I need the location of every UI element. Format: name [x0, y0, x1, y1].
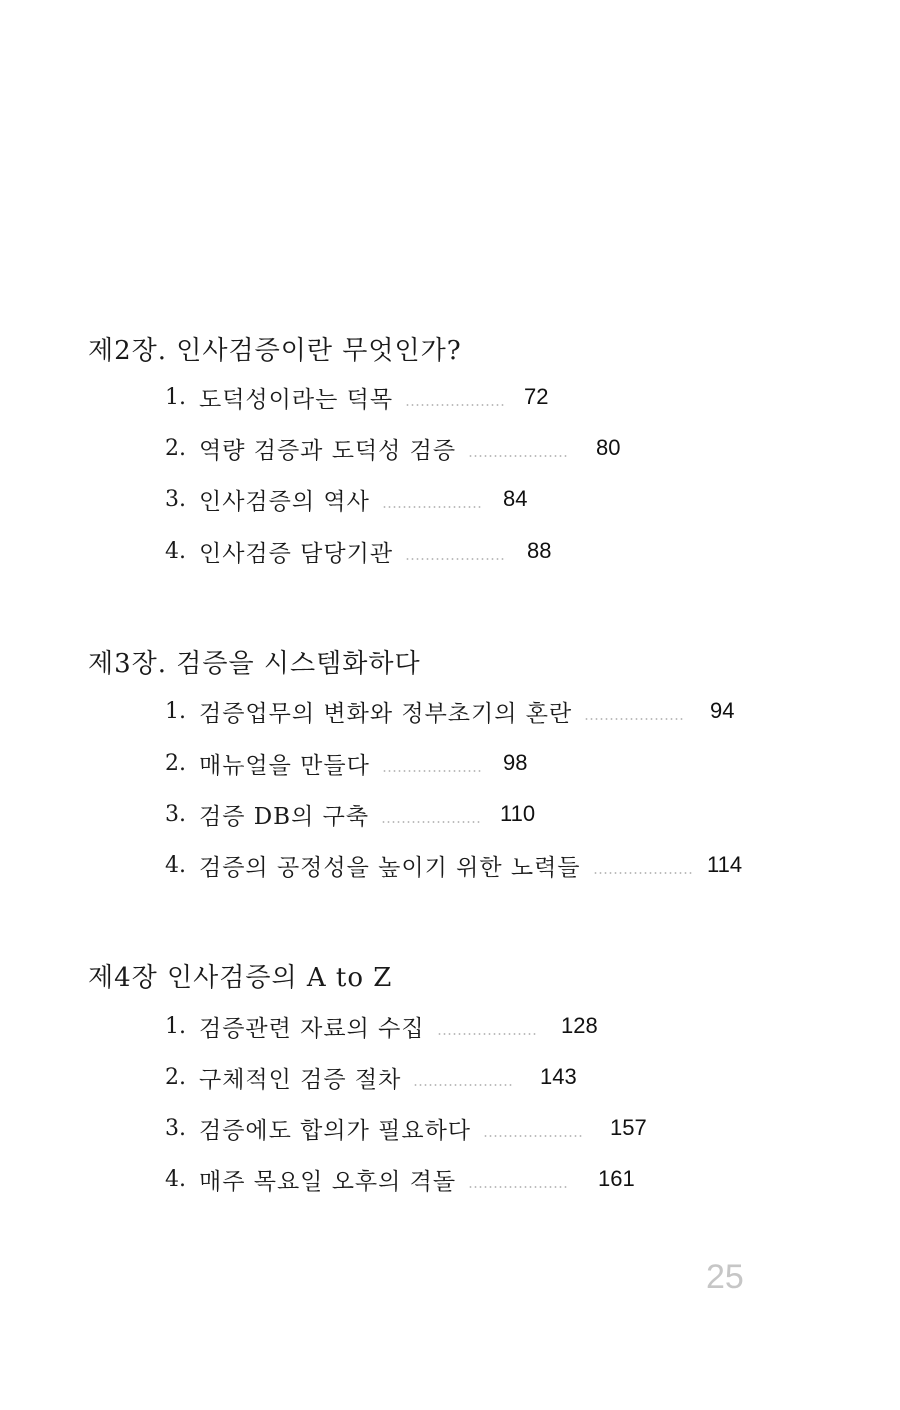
entry-page-number: 110 — [500, 801, 536, 826]
entry-page-number: 88 — [527, 538, 552, 563]
entry-number: 4. — [165, 1166, 186, 1192]
entry-number: 3. — [165, 801, 186, 827]
dot-leader — [584, 718, 684, 720]
dot-leader — [405, 558, 505, 560]
entry-number: 2. — [165, 750, 186, 776]
dot-leader — [382, 506, 482, 508]
toc-entry[interactable] — [165, 748, 482, 778]
dot-leader — [468, 1186, 568, 1188]
chapter-4-heading: 제4장 인사검증의 A to Z — [88, 963, 393, 993]
entry-page-number: 94 — [710, 698, 735, 723]
entry-number: 4. — [165, 538, 186, 564]
entry-title: 검증업무의 변화와 정부초기의 혼란 — [199, 700, 573, 727]
toc-entry[interactable] — [165, 536, 505, 566]
entry-page-number: 143 — [540, 1064, 577, 1089]
entry-title: 매주 목요일 오후의 격돌 — [199, 1168, 457, 1195]
dot-leader — [593, 872, 693, 874]
entry-number: 1. — [165, 698, 186, 724]
entry-page-number: 157 — [610, 1115, 647, 1140]
entry-number: 2. — [165, 1064, 186, 1090]
entry-title: 역량 검증과 도덕성 검증 — [199, 437, 457, 464]
entry-title: 매뉴얼을 만들다 — [199, 752, 370, 779]
dot-leader — [382, 770, 482, 772]
dot-leader — [483, 1135, 583, 1137]
entry-number: 4. — [165, 852, 186, 878]
entry-page-number: 72 — [524, 384, 549, 409]
toc-entry[interactable] — [165, 696, 684, 726]
chapter-2-heading: 제2장. 인사검증이란 무엇인가? — [88, 336, 462, 366]
toc-entry[interactable] — [165, 484, 482, 514]
entry-page-number: 80 — [596, 435, 621, 460]
toc-entry[interactable] — [165, 1011, 537, 1041]
entry-page-number: 161 — [598, 1166, 635, 1191]
toc-entry[interactable] — [165, 850, 693, 880]
entry-number: 1. — [165, 384, 186, 410]
page-number: 25 — [706, 1258, 744, 1296]
entry-title: 검증의 공정성을 높이기 위한 노력들 — [199, 854, 581, 881]
entry-number: 3. — [165, 1115, 186, 1141]
toc-entry[interactable] — [165, 433, 568, 463]
entry-title: 검증에도 합의가 필요하다 — [199, 1117, 472, 1144]
dot-leader — [405, 404, 505, 406]
dot-leader — [437, 1033, 537, 1035]
entry-page-number: 128 — [561, 1013, 598, 1038]
dot-leader — [468, 455, 568, 457]
toc-entry[interactable] — [165, 1113, 583, 1143]
entry-page-number: 84 — [503, 486, 528, 511]
entry-number: 2. — [165, 435, 186, 461]
entry-page-number: 98 — [503, 750, 528, 775]
entry-title: 도덕성이라는 덕목 — [199, 386, 394, 413]
toc-entry[interactable] — [165, 799, 481, 829]
entry-page-number: 114 — [707, 852, 743, 877]
entry-title: 인사검증 담당기관 — [199, 540, 394, 567]
dot-leader — [413, 1084, 513, 1086]
chapter-3-heading: 제3장. 검증을 시스템화하다 — [88, 649, 421, 679]
entry-title: 인사검증의 역사 — [199, 488, 370, 515]
entry-number: 1. — [165, 1013, 186, 1039]
toc-entry[interactable] — [165, 1164, 568, 1194]
dot-leader — [381, 821, 481, 823]
toc-entry[interactable] — [165, 1062, 513, 1092]
entry-title: 검증 DB의 구축 — [199, 803, 370, 830]
entry-number: 3. — [165, 486, 186, 512]
entry-title: 검증관련 자료의 수집 — [199, 1015, 425, 1042]
entry-title: 구체적인 검증 절차 — [199, 1066, 402, 1093]
toc-entry[interactable] — [165, 382, 505, 412]
